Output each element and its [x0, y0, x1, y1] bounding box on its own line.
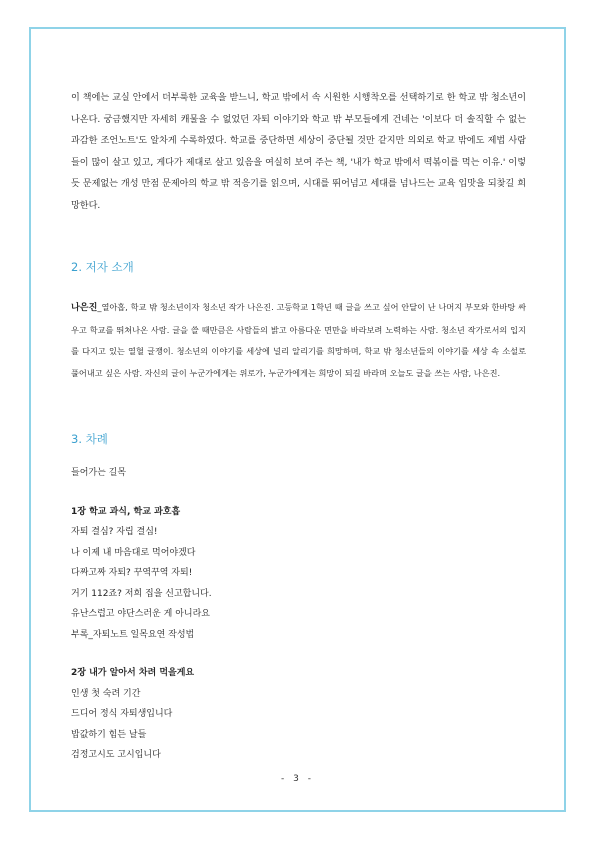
- toc-item: 드디어 정식 자퇴생입니다: [71, 709, 173, 719]
- chapter-2-title: 2장 내가 알아서 차려 먹을게요: [71, 668, 195, 678]
- toc-item: 밥값하기 힘든 날들: [71, 729, 147, 740]
- author-bio: _열아홉, 학교 밖 청소년이자 청소년 작가 나은진. 고등학교 1학년 때 글을 쓰고 싶어 안달이 난 나머지 부모와 한바탕 싸우고 학교를 뛰쳐나온 사람. 글을 쓸 때만큼은 사람들의 밝고 아름다운 면만을 바라보려 노력하는 사람. 청소년 작가로서의 입지를 다지고 있는 열혈 글쟁이. 청소년의 이야기를 세상에 널리 알리기를 희망하며, 학교 밖 청소년들의 이야기를 세상 속 소설로 풀어내고 싶은 사람. 자신의 글이 누군가에게는 위로가, 누군가에게는 희망이 되길 바라며 오늘도 글을 쓰는 사람, 나은진.: [71, 302, 526, 378]
- intro-paragraph: 이 책에는 교실 안에서 더부룩한 교육을 받느니, 학교 밖에서 속 시원한 시행착오를 선택하기로 한 학교 밖 청소년이 나온다. 궁금했지만 자세히 캐물을 수 없었던 자퇴 이야기와 학교 밖 부모들에게 건네는 '이보다 더 솔직할 수 없는 과감한 조언노트'도 알차게 수록하였다. 학교를 중단하면 세상이 중단될 것만 같지만 의외로 학교 밖에도 제법 사람들이 많이 살고 있고, 게다가 제대로 살고 있음을 여실히 보여 주는 책, '내가 학교 밖에서 떡볶이를 먹는 이유.' 이렇듯 문제없는 개성 만점 문제아의 학교 밖 적응기를 읽으며, 시대를 뛰어넘고 세대를 넘나드는 교육 입맛을 되찾길 희망한다.: [71, 93, 526, 211]
- toc-item: 다짜고짜 자퇴? 꾸역꾸역 자퇴!: [71, 568, 193, 578]
- toc-item: 검정고시도 고시입니다: [71, 750, 161, 760]
- toc-intro-item: 들어가는 길목: [71, 468, 127, 478]
- toc-item: 유난스럽고 야단스러운 게 아니라요: [71, 609, 210, 619]
- page-number: - 3 -: [281, 774, 314, 784]
- toc-item: 자퇴 결심? 자립 결심!: [71, 527, 158, 537]
- author-name: 나은진: [71, 303, 98, 313]
- toc-item: 나 이제 내 마음대로 먹어야겠다: [71, 547, 196, 558]
- author-section-heading: 2. 저자 소개: [71, 260, 134, 274]
- toc-item: 거기 112죠? 저희 집을 신고합니다.: [71, 588, 212, 599]
- chapter-1-title: 1장 학교 과식, 학교 과호흡: [71, 506, 181, 517]
- author-bio-paragraph: [71, 297, 526, 384]
- toc-item: 인생 첫 숙려 기간: [71, 688, 141, 699]
- page-content: [71, 88, 526, 766]
- toc-item: 부록_자퇴노트 일목요연 작성법: [71, 629, 195, 640]
- toc-section-heading: 3. 차례: [71, 432, 108, 446]
